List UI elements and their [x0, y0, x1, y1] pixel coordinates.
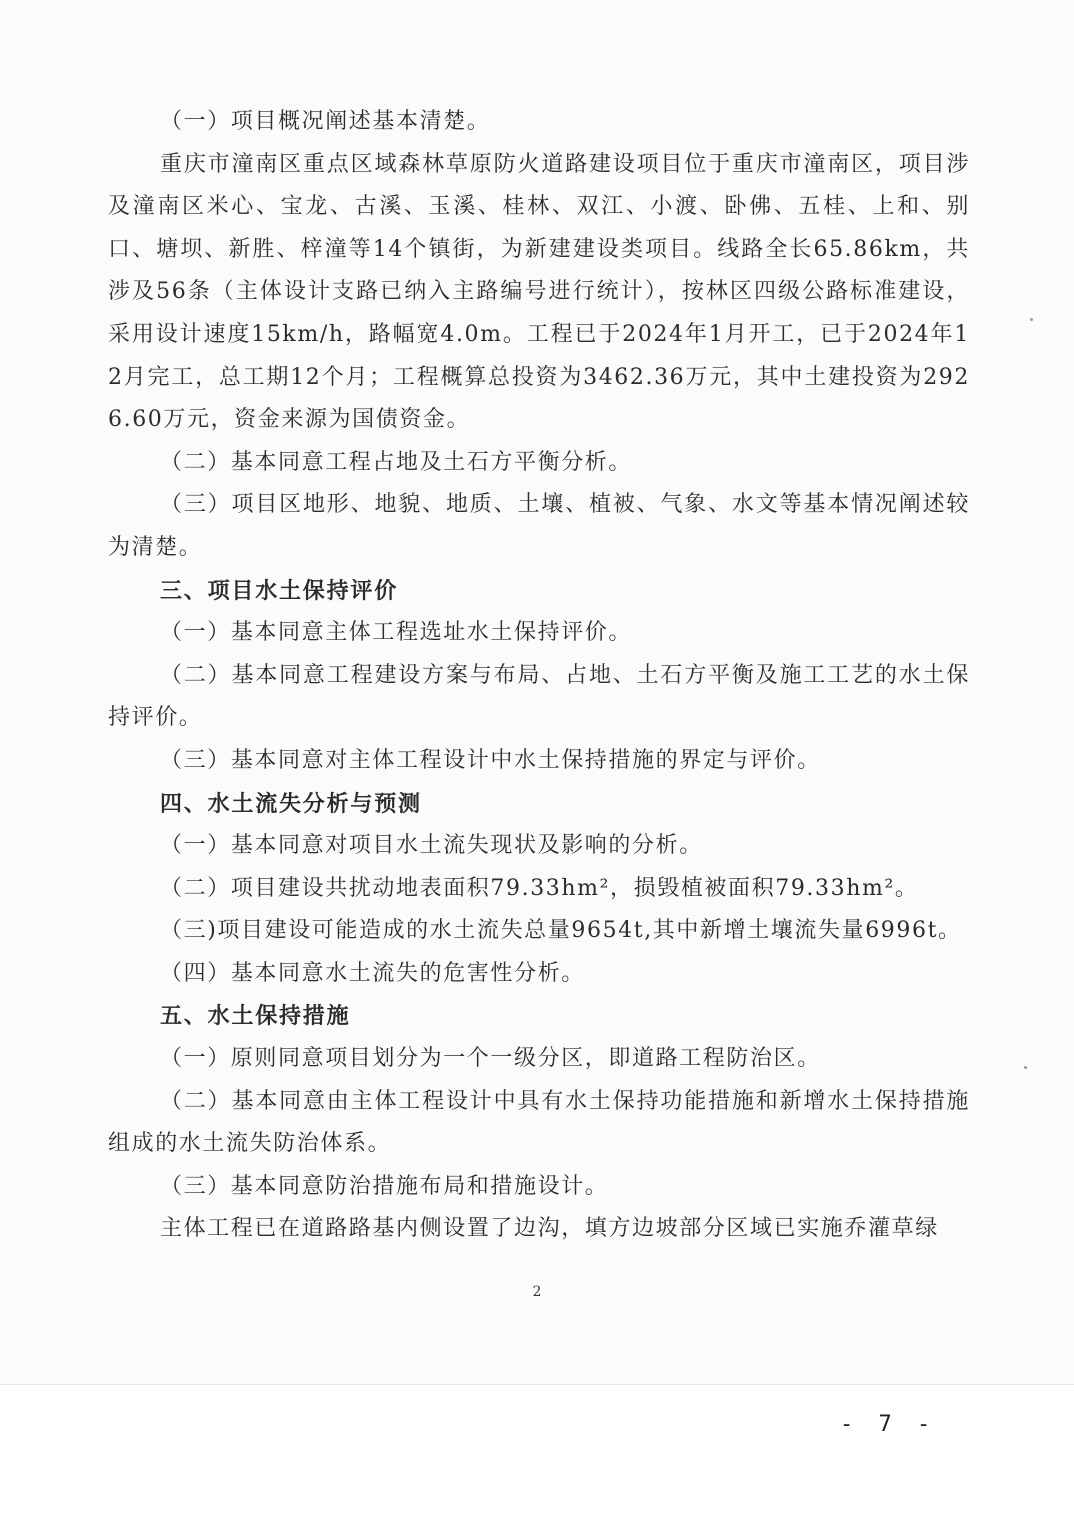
paragraph-land-earthwork: （二）基本同意工程占地及土石方平衡分析。 — [160, 449, 633, 475]
paragraph-site-selection: （一）基本同意主体工程选址水土保持评价。 — [160, 620, 633, 646]
paragraph-project-description: 重庆市潼南区重点区域森林草原防火道路建设项目位于重庆市潼南区，项目涉及潼南区米心、宝龙、古溪、玉溪、桂林、双江、小渡、卧佛、五桂、上和、别口、塘坝、新胜、梓潼等14个镇街，为新建建设类项目。线路全长65.86km，共涉及56条（主体设计支路已纳入主路编号进行统计），按林区四级公路标准建设，采用设计速度15km/h，路幅宽4.0m。工程已于2024年1月开工，已于2024年12月完工，总工期12个月；工程概算总投资为3462.36万元，其中土建投资为2926.60万元，资金来源为国债资金。 — [108, 151, 970, 433]
paragraph-project-overview: （一）项目概况阐述基本清楚。 — [160, 109, 491, 134]
section-heading-analysis: 四、水土流失分析与预测 — [160, 790, 422, 817]
inner-page-number: 2 — [532, 1284, 542, 1300]
paragraph-hazard-analysis: （四）基本同意水土流失的危害性分析。 — [160, 960, 585, 986]
section-heading-measures: 五、水土保持措施 — [160, 1003, 351, 1030]
section-heading-evaluation: 三、项目水土保持评价 — [160, 577, 399, 604]
paragraph-zoning: （一）原则同意项目划分为一个一级分区，即道路工程防治区。 — [160, 1046, 821, 1072]
document-body — [108, 101, 970, 1251]
paragraph-erosion-total: （三)项目建设可能造成的水土流失总量9654t,其中新增土壤流失量6996t。 — [160, 918, 962, 944]
paragraph-measure-definition: （三）基本同意对主体工程设计中水土保持措施的界定与评价。 — [160, 747, 821, 773]
paragraph-ditch-greening: 主体工程已在道路路基内侧设置了边沟，填方边坡部分区域已实施乔灌草绿 — [160, 1216, 939, 1242]
paragraph-construction-plan: （二）基本同意工程建设方案与布局、占地、土石方平衡及施工工艺的水土保持评价。 — [108, 662, 970, 731]
scan-speck — [1030, 318, 1033, 321]
paragraph-site-conditions: （三）项目区地形、地貌、地质、土壤、植被、气象、水文等基本情况阐述较为清楚。 — [108, 492, 970, 560]
page-number: - 7 - — [840, 1412, 937, 1437]
paragraph-disturbed-area: （二）项目建设共扰动地表面积79.33hm²，损毁植被面积79.33hm²。 — [160, 875, 919, 901]
scan-edge-divider — [0, 1384, 1074, 1385]
paragraph-current-status: （一）基本同意对项目水土流失现状及影响的分析。 — [160, 833, 703, 859]
paragraph-measure-layout: （三）基本同意防治措施布局和措施设计。 — [160, 1173, 609, 1199]
scan-speck — [1024, 1066, 1027, 1069]
paragraph-prevention-system: （二）基本同意由主体工程设计中具有水土保持功能措施和新增水土保持措施组成的水土流失防治体系。 — [108, 1088, 970, 1157]
